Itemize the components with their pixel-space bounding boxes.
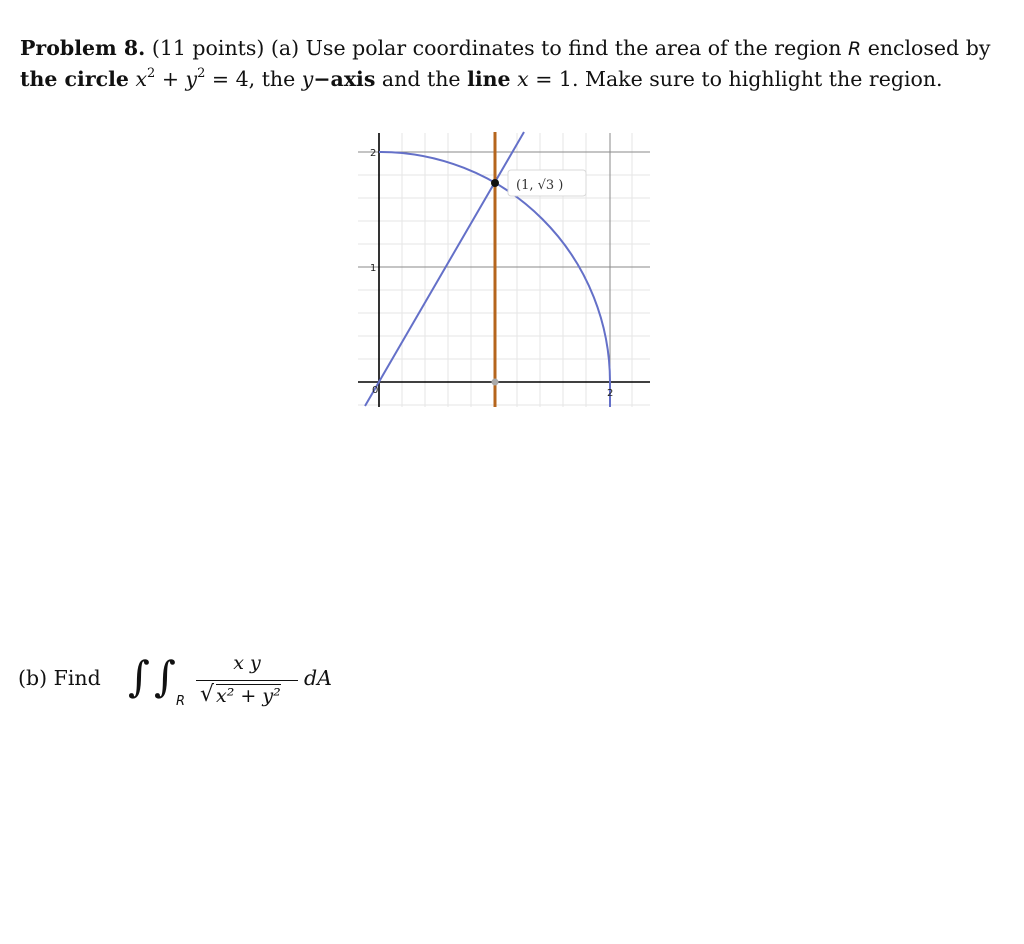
double-integral [128, 652, 338, 722]
circle-eq-plus: + [155, 67, 186, 91]
ray-y-sqrt3x [365, 132, 524, 406]
circle-eq-y: y [185, 67, 198, 91]
sqrt-sign: √ [200, 682, 215, 707]
part-b-label: (b) Find [18, 666, 101, 690]
circle-eq-rhs: = 4, the [205, 67, 302, 91]
line-eq-x: x [517, 67, 529, 91]
sqrt-radicand: x² + y² [216, 685, 281, 707]
circle-label: the circle [20, 67, 129, 91]
point-label: (1, √3 ) [516, 178, 564, 193]
enclosed-by-text: enclosed by [867, 36, 991, 60]
and-the-text: and the [375, 67, 468, 91]
region-symbol: R [847, 38, 862, 60]
intersection-point [491, 179, 499, 187]
part-b [18, 652, 348, 722]
differential: dA [304, 666, 332, 690]
fraction-bar [196, 680, 298, 681]
line-label: line [467, 67, 511, 91]
tick-label-x2: 2 [607, 388, 614, 399]
region-graph [340, 125, 660, 415]
integral-region-subscript: R [176, 694, 186, 709]
integral-sign-inner: ∫ [154, 652, 176, 701]
circle-eq-x: x [135, 67, 148, 91]
integrand-numerator: x y [233, 652, 261, 674]
graph-svg [340, 125, 660, 415]
problem-points: (11 points) (a) Use polar coordinates to find the area of the region [151, 36, 842, 60]
tick-label-y2: 2 [370, 148, 377, 159]
problem-statement [20, 33, 1005, 94]
tick-label-y1: 1 [370, 263, 377, 274]
problem-heading: Problem 8. [20, 36, 146, 60]
x1-axis-point [492, 379, 499, 386]
line-eq-rhs: = 1. Make sure to highlight the region. [528, 67, 943, 91]
axis-label: −axis [313, 67, 376, 91]
sup-2: 2 [197, 66, 206, 82]
sup-2: 2 [147, 66, 156, 82]
integral-sign-outer: ∫ [128, 652, 150, 701]
tick-label-origin: 0 [372, 385, 379, 396]
grid-lines [358, 133, 650, 407]
y-var: y [301, 67, 314, 91]
